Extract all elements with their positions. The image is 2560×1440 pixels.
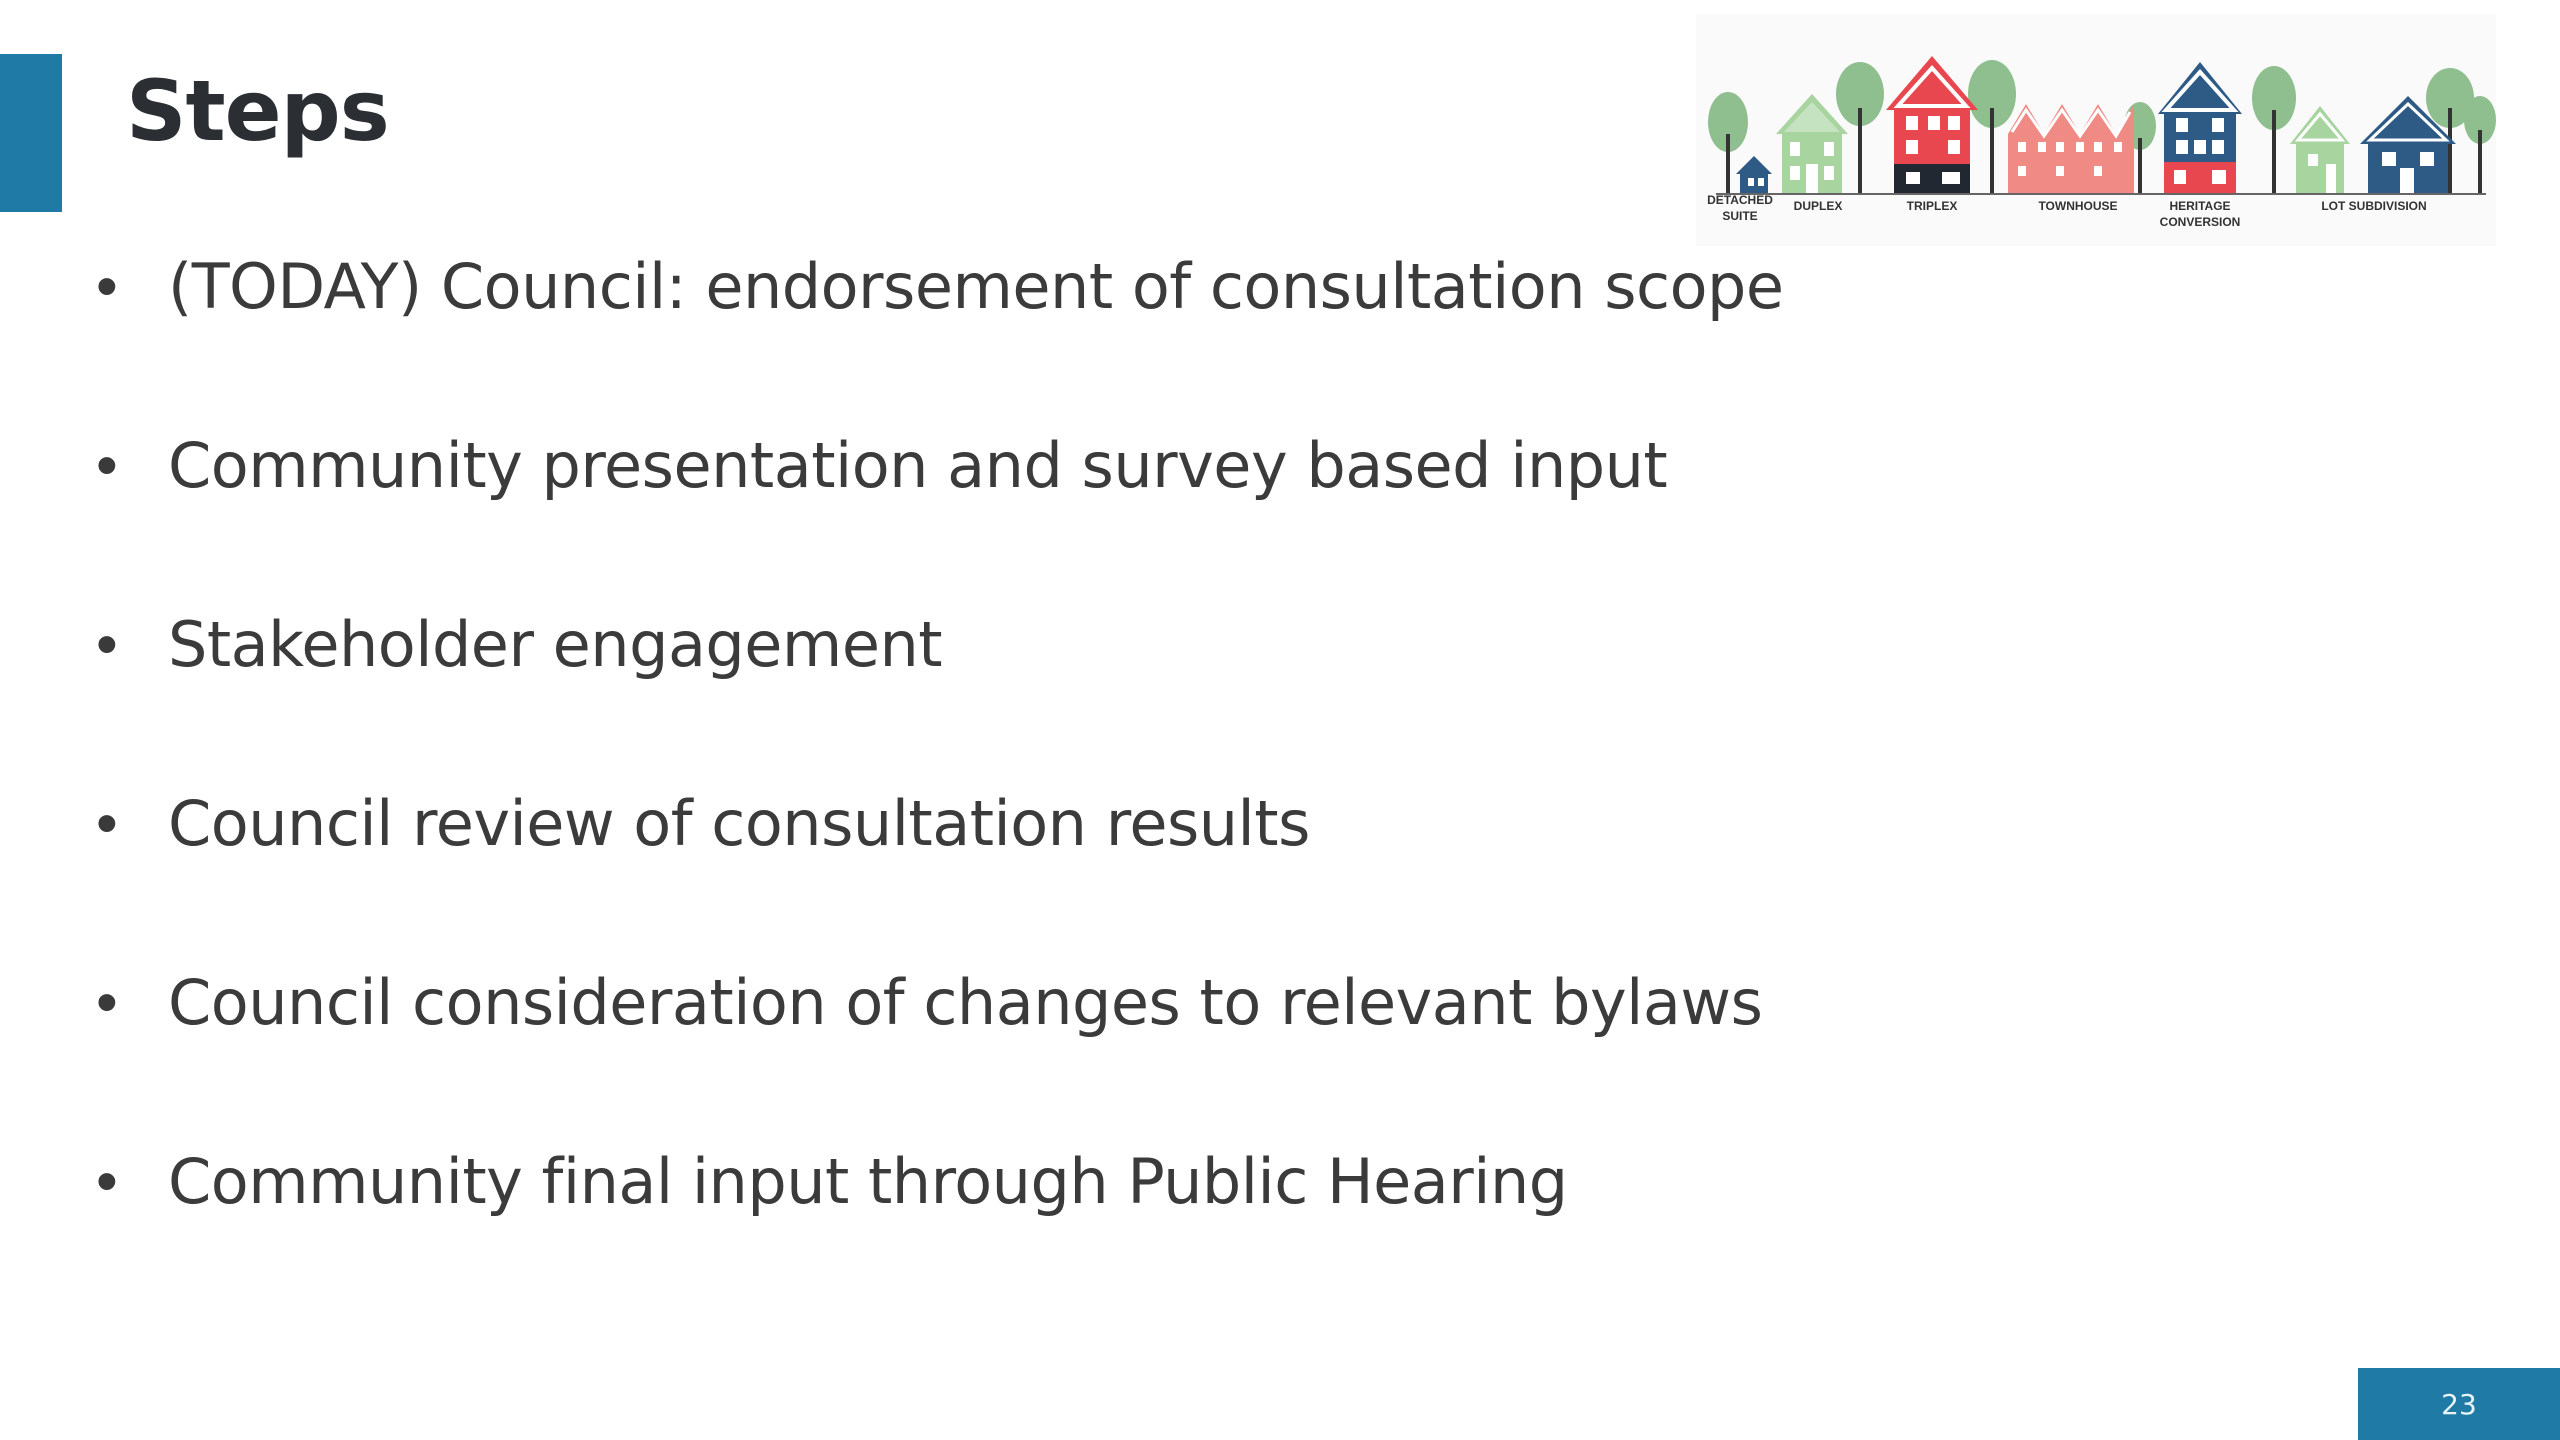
- title-accent-bar: [0, 54, 62, 212]
- list-item: [86, 948, 1784, 1127]
- townhouse-row-icon: [2008, 104, 2134, 194]
- label-heritage-2: CONVERSION: [2159, 215, 2241, 229]
- step-text: (TODAY) Council: endorsement of consultation scope: [168, 250, 1784, 323]
- page-number: 23: [2441, 1387, 2477, 1421]
- step-text: Stakeholder engagement: [168, 608, 943, 681]
- list-item: [86, 232, 1784, 411]
- steps-list: [86, 232, 1784, 1306]
- step-text: Council review of consultation results: [168, 787, 1310, 860]
- bullet-icon: •: [96, 789, 118, 858]
- label-detached-suite-1: DETACHED: [1707, 193, 1773, 207]
- label-townhouse: TOWNHOUSE: [2038, 199, 2118, 213]
- label-triplex: TRIPLEX: [1906, 199, 1958, 213]
- ground-line: [1716, 193, 2486, 195]
- list-item: [86, 1127, 1784, 1306]
- tree-icon: [1836, 62, 1884, 194]
- list-item: [86, 769, 1784, 948]
- triplex-house-icon: [1886, 56, 1978, 194]
- tree-icon: [2252, 66, 2296, 194]
- label-heritage-1: HERITAGE: [2169, 199, 2231, 213]
- step-text: Council consideration of changes to relevant bylaws: [168, 966, 1763, 1039]
- bullet-icon: •: [96, 252, 118, 321]
- lot-subdivision-small-house-icon: [2290, 106, 2350, 194]
- duplex-house-icon: [1776, 94, 1848, 194]
- step-text: Community presentation and survey based input: [168, 429, 1668, 502]
- label-lot-subdivision: LOT SUBDIVISION: [2321, 199, 2427, 213]
- housing-types-banner: [1696, 14, 2496, 246]
- label-detached-suite-2: SUITE: [1722, 209, 1758, 223]
- bullet-icon: •: [96, 610, 118, 679]
- label-duplex: DUPLEX: [1793, 199, 1843, 213]
- list-item: [86, 411, 1784, 590]
- heritage-conversion-house-icon: [2158, 62, 2242, 194]
- step-text: Community final input through Public Hearing: [168, 1145, 1568, 1218]
- page-number-badge: [2358, 1368, 2560, 1440]
- slide-title: Steps: [126, 62, 389, 160]
- bullet-icon: •: [96, 968, 118, 1037]
- bullet-icon: •: [96, 1147, 118, 1216]
- bullet-icon: •: [96, 431, 118, 500]
- detached-suite-house-icon: [1736, 156, 1772, 194]
- list-item: [86, 590, 1784, 769]
